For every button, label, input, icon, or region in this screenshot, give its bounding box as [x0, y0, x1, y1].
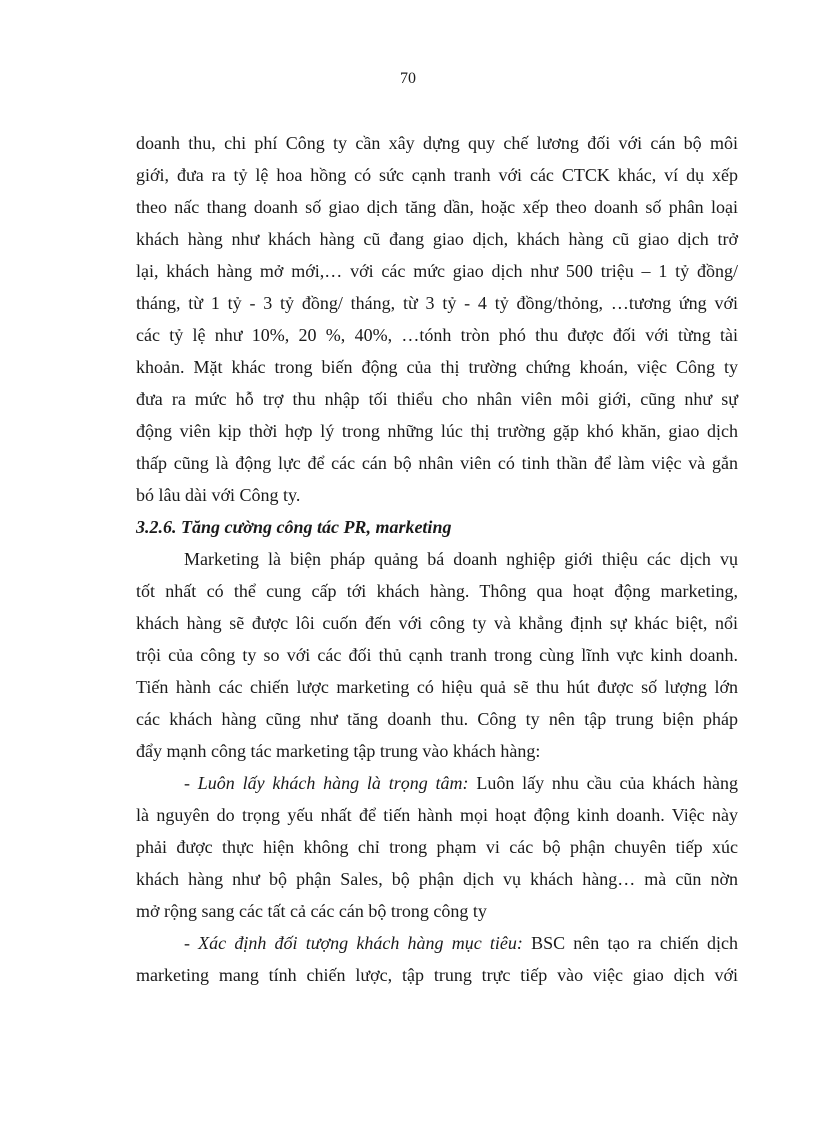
- bullet-text: BSC nên tạo ra chiến dịch: [522, 933, 738, 953]
- page-number: 70: [400, 70, 416, 87]
- bullet-item-2: [136, 927, 738, 991]
- paragraph-line: Marketing là biện pháp quảng bá doanh nghiệp giới thiệu các dịch vụ: [184, 549, 738, 569]
- bullet-text: Luôn lấy nhu cầu của khách hàng: [468, 773, 738, 793]
- paragraph-line: mở rộng sang các tất cả các cán bộ trong công ty: [136, 901, 487, 921]
- paragraph-line: doanh thu, chi phí Công ty cần xây dựng quy chế lương đối với cán bộ môi: [136, 133, 738, 153]
- section-heading: 3.2.6. Tăng cường công tác PR, marketing: [136, 517, 452, 537]
- paragraph-line: động viên kịp thời hợp lý trong những lúc thị trường gặp khó khăn, giao dịch: [136, 421, 738, 441]
- paragraph-line: các tỷ lệ như 10%, 20 %, 40%, …tónh tròn phó thu được đối với từng tài: [136, 325, 738, 345]
- bullet-first-line: [136, 927, 738, 959]
- paragraph-line: phải được thực hiện không chỉ trong phạm vi các bộ phận chuyên tiếp xúc: [136, 837, 738, 857]
- paragraph-line: marketing mang tính chiến lược, tập trung trực tiếp vào việc giao dịch với: [136, 965, 738, 985]
- paragraph-line: tháng, từ 1 tỷ - 3 tỷ đồng/ tháng, từ 3 tỷ - 4 tỷ đồng/thỏng, …tương ứng với: [136, 293, 738, 313]
- paragraph-line: thấp cũng là động lực để các cán bộ nhân viên có tinh thần để làm việc và gắn: [136, 453, 738, 473]
- paragraph-1: [136, 127, 738, 511]
- bullet-first-line: [136, 767, 738, 799]
- document-body: [136, 127, 738, 991]
- paragraph-line: lại, khách hàng mở mới,… với các mức giao dịch như 500 triệu – 1 tỷ đồng/: [136, 261, 738, 281]
- paragraph-line: đưa ra mức hỗ trợ thu nhập tối thiểu cho nhân viên môi giới, cũng như sự: [136, 389, 738, 409]
- bullet-item-1: [136, 767, 738, 927]
- paragraph-line: khoản. Mặt khác trong biến động của thị trường chứng khoán, việc Công ty: [136, 357, 738, 377]
- paragraph-line: là nguyên do trọng yếu nhất để tiến hành mọi hoạt động kinh doanh. Việc này: [136, 805, 738, 825]
- bullet-term: - Luôn lấy khách hàng là trọng tâm:: [184, 773, 469, 793]
- paragraph-line: khách hàng như khách hàng cũ đang giao dịch, khách hàng cũ giao dịch trở: [136, 229, 738, 249]
- paragraph-line: giới, đưa ra tỷ lệ hoa hồng có sức cạnh tranh với các CTCK khác, ví dụ xếp: [136, 165, 738, 185]
- paragraph-line: khách hàng như bộ phận Sales, bộ phận dịch vụ khách hàng… mà cũn nờn: [136, 869, 738, 889]
- paragraph-2: [136, 543, 738, 767]
- bullet-term: - Xác định đối tượng khách hàng mục tiêu:: [184, 933, 523, 953]
- paragraph-line: trội của công ty so với các đối thủ cạnh tranh trong cùng lĩnh vực kinh doanh.: [136, 645, 738, 665]
- paragraph-line: các khách hàng cũng như tăng doanh thu. Công ty nên tập trung biện pháp: [136, 709, 738, 729]
- paragraph-line: khách hàng sẽ được lôi cuốn đến với công ty và khẳng định sự khác biệt, nổi: [136, 613, 738, 633]
- paragraph-line: tốt nhất có thể cung cấp tới khách hàng. Thông qua hoạt động marketing,: [136, 581, 738, 601]
- paragraph-line: theo nấc thang doanh số giao dịch tăng dần, hoặc xếp theo doanh số phân loại: [136, 197, 738, 217]
- paragraph-line: đẩy mạnh công tác marketing tập trung vào khách hàng:: [136, 741, 541, 761]
- paragraph-line: Tiến hành các chiến lược marketing có hiệu quả sẽ thu hút được số lượng lớn: [136, 677, 738, 697]
- paragraph-line: bó lâu dài với Công ty.: [136, 485, 301, 505]
